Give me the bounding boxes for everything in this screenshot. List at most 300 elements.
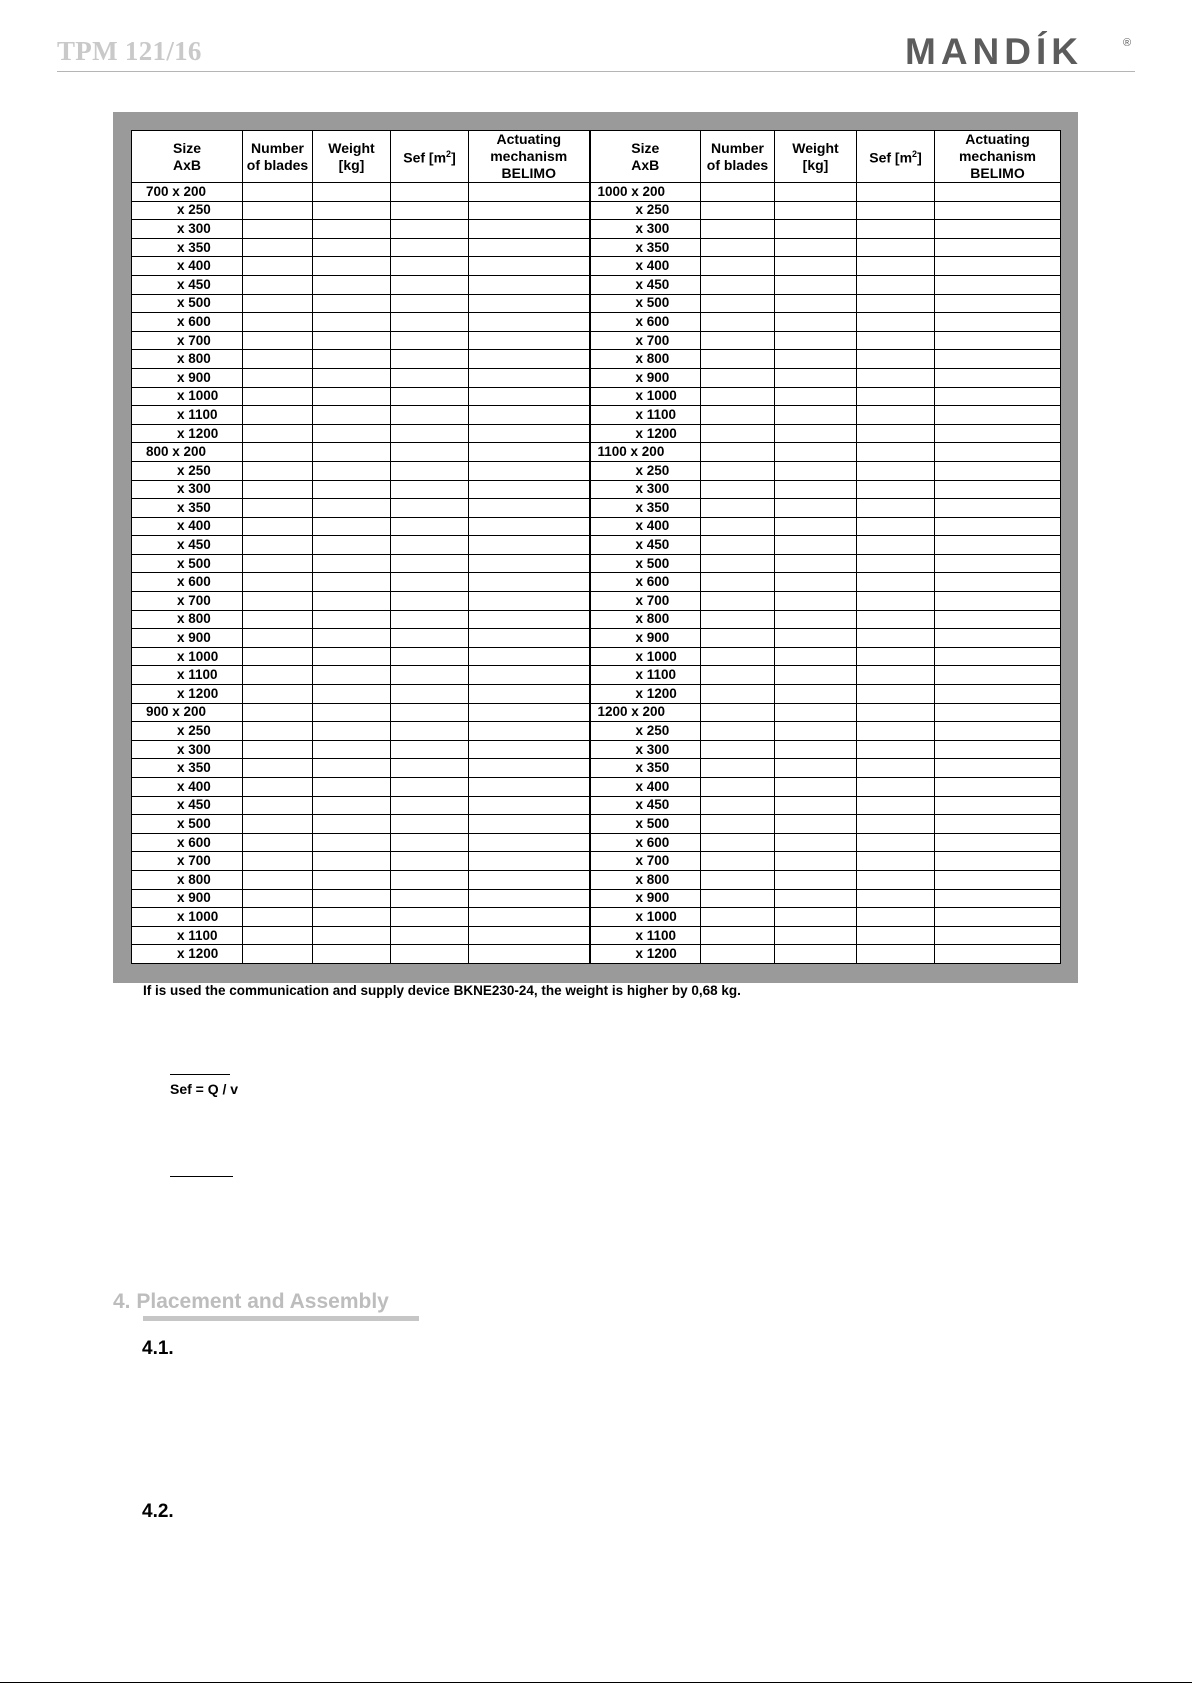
empty-cell xyxy=(935,908,1061,927)
empty-cell xyxy=(391,703,469,722)
size-cell: x 450 xyxy=(590,275,701,294)
empty-cell xyxy=(391,870,469,889)
size-cell: x 1100 xyxy=(132,926,243,945)
empty-cell xyxy=(857,647,935,666)
empty-cell xyxy=(313,350,391,369)
size-cell: x 500 xyxy=(590,554,701,573)
empty-cell xyxy=(313,945,391,964)
empty-cell xyxy=(857,443,935,462)
sef-formula: Sef = Q / v xyxy=(170,1081,239,1097)
empty-cell xyxy=(935,368,1061,387)
empty-cell xyxy=(469,536,590,555)
empty-cell xyxy=(391,368,469,387)
empty-cell xyxy=(313,870,391,889)
empty-cell xyxy=(935,815,1061,834)
size-cell: x 600 xyxy=(590,313,701,332)
table-row xyxy=(132,331,1061,350)
empty-cell xyxy=(313,852,391,871)
empty-cell xyxy=(469,852,590,871)
empty-cell xyxy=(935,610,1061,629)
empty-cell xyxy=(701,368,775,387)
empty-cell xyxy=(391,666,469,685)
table-row xyxy=(132,629,1061,648)
empty-cell xyxy=(313,331,391,350)
table-row xyxy=(132,908,1061,927)
empty-cell xyxy=(935,703,1061,722)
size-cell: x 250 xyxy=(132,461,243,480)
empty-cell xyxy=(469,480,590,499)
empty-cell xyxy=(313,499,391,518)
empty-cell xyxy=(243,703,313,722)
table-row xyxy=(132,852,1061,871)
size-cell: x 250 xyxy=(132,201,243,220)
empty-cell xyxy=(775,778,857,797)
empty-cell xyxy=(391,908,469,927)
empty-cell xyxy=(935,201,1061,220)
header-actuating: Actuating mechanism BELIMO xyxy=(469,131,590,183)
empty-cell xyxy=(701,945,775,964)
empty-cell xyxy=(701,573,775,592)
empty-cell xyxy=(243,257,313,276)
empty-cell xyxy=(313,796,391,815)
empty-cell xyxy=(243,554,313,573)
svg-text:®: ® xyxy=(1123,37,1132,49)
empty-cell xyxy=(935,666,1061,685)
size-cell: x 1000 xyxy=(132,908,243,927)
table-row xyxy=(132,238,1061,257)
table-row xyxy=(132,926,1061,945)
empty-cell xyxy=(701,926,775,945)
table-row xyxy=(132,722,1061,741)
empty-cell xyxy=(775,406,857,425)
empty-cell xyxy=(701,852,775,871)
table-row xyxy=(132,220,1061,239)
empty-cell xyxy=(391,610,469,629)
table-row xyxy=(132,759,1061,778)
empty-cell xyxy=(857,387,935,406)
empty-cell xyxy=(775,480,857,499)
empty-cell xyxy=(775,592,857,611)
table-row xyxy=(132,573,1061,592)
empty-cell xyxy=(701,759,775,778)
empty-cell xyxy=(935,294,1061,313)
empty-cell xyxy=(391,406,469,425)
empty-cell xyxy=(469,238,590,257)
empty-cell xyxy=(701,461,775,480)
empty-cell xyxy=(391,201,469,220)
table-row xyxy=(132,517,1061,536)
empty-cell xyxy=(243,592,313,611)
empty-cell xyxy=(469,647,590,666)
empty-cell xyxy=(857,592,935,611)
empty-cell xyxy=(469,610,590,629)
size-cell: x 500 xyxy=(132,554,243,573)
empty-cell xyxy=(469,424,590,443)
empty-cell xyxy=(469,294,590,313)
empty-cell xyxy=(243,350,313,369)
empty-cell xyxy=(313,889,391,908)
size-cell: x 300 xyxy=(132,220,243,239)
empty-cell xyxy=(469,183,590,202)
size-cell: x 250 xyxy=(590,201,701,220)
size-cell: x 450 xyxy=(132,796,243,815)
empty-cell xyxy=(243,183,313,202)
empty-cell xyxy=(391,592,469,611)
empty-cell xyxy=(469,313,590,332)
empty-cell xyxy=(775,722,857,741)
mandik-logo xyxy=(905,30,1135,70)
empty-cell xyxy=(775,610,857,629)
empty-cell xyxy=(243,499,313,518)
size-cell: x 450 xyxy=(132,275,243,294)
empty-cell xyxy=(243,926,313,945)
empty-cell xyxy=(935,685,1061,704)
size-cell: x 300 xyxy=(132,480,243,499)
empty-cell xyxy=(857,908,935,927)
header-weight: Weight [kg] xyxy=(313,131,391,183)
empty-cell xyxy=(935,480,1061,499)
empty-cell xyxy=(391,443,469,462)
empty-cell xyxy=(391,480,469,499)
empty-cell xyxy=(391,945,469,964)
empty-cell xyxy=(857,368,935,387)
size-cell: x 700 xyxy=(590,331,701,350)
empty-cell xyxy=(243,536,313,555)
size-cell: x 800 xyxy=(132,350,243,369)
table-row xyxy=(132,889,1061,908)
empty-cell xyxy=(701,647,775,666)
empty-cell xyxy=(391,833,469,852)
empty-cell xyxy=(391,387,469,406)
header-blades: Number of blades xyxy=(243,131,313,183)
empty-cell xyxy=(935,740,1061,759)
table-row xyxy=(132,647,1061,666)
empty-cell xyxy=(935,331,1061,350)
empty-cell xyxy=(391,536,469,555)
empty-cell xyxy=(935,517,1061,536)
empty-cell xyxy=(857,461,935,480)
table-row xyxy=(132,368,1061,387)
table-header-row xyxy=(132,131,1061,183)
size-cell: x 350 xyxy=(590,499,701,518)
empty-cell xyxy=(857,703,935,722)
empty-cell xyxy=(313,554,391,573)
empty-cell xyxy=(935,759,1061,778)
empty-cell xyxy=(775,833,857,852)
document-code: TPM 121/16 xyxy=(57,36,202,66)
empty-cell xyxy=(243,424,313,443)
header-sef: Sef $[m^2]$ xyxy=(857,131,935,183)
empty-cell xyxy=(313,759,391,778)
size-cell: x 700 xyxy=(590,592,701,611)
table-row xyxy=(132,461,1061,480)
section-rule xyxy=(170,1176,233,1177)
empty-cell xyxy=(701,796,775,815)
size-cell: x 600 xyxy=(590,573,701,592)
empty-cell xyxy=(391,238,469,257)
size-cell: x 1000 xyxy=(132,387,243,406)
size-cell: x 250 xyxy=(132,722,243,741)
empty-cell xyxy=(857,722,935,741)
empty-cell xyxy=(243,889,313,908)
empty-cell xyxy=(935,592,1061,611)
empty-cell xyxy=(775,257,857,276)
empty-cell xyxy=(857,406,935,425)
size-cell: x 400 xyxy=(590,257,701,276)
table-row xyxy=(132,257,1061,276)
empty-cell xyxy=(313,517,391,536)
empty-cell xyxy=(935,554,1061,573)
empty-cell xyxy=(857,331,935,350)
formula-rule xyxy=(170,1074,230,1075)
empty-cell xyxy=(775,313,857,332)
empty-cell xyxy=(391,424,469,443)
empty-cell xyxy=(313,815,391,834)
empty-cell xyxy=(313,313,391,332)
empty-cell xyxy=(701,592,775,611)
size-cell: x 500 xyxy=(590,294,701,313)
size-cell: x 350 xyxy=(590,238,701,257)
header-sef: Sef $[m^2]$ xyxy=(391,131,469,183)
table-row xyxy=(132,275,1061,294)
table-row xyxy=(132,870,1061,889)
empty-cell xyxy=(313,424,391,443)
empty-cell xyxy=(935,926,1061,945)
empty-cell xyxy=(935,870,1061,889)
empty-cell xyxy=(391,350,469,369)
empty-cell xyxy=(857,759,935,778)
empty-cell xyxy=(935,573,1061,592)
empty-cell xyxy=(313,908,391,927)
empty-cell xyxy=(469,443,590,462)
empty-cell xyxy=(243,870,313,889)
header-weight: Weight [kg] xyxy=(775,131,857,183)
empty-cell xyxy=(469,350,590,369)
size-cell: x 600 xyxy=(132,573,243,592)
section-heading: 4. Placement and Assembly xyxy=(113,1290,389,1313)
size-cell: x 250 xyxy=(590,722,701,741)
empty-cell xyxy=(313,740,391,759)
size-cell: x 1200 xyxy=(132,685,243,704)
empty-cell xyxy=(313,461,391,480)
size-cell: x 800 xyxy=(590,610,701,629)
empty-cell xyxy=(391,685,469,704)
table-row xyxy=(132,592,1061,611)
size-cell: x 900 xyxy=(590,629,701,648)
empty-cell xyxy=(391,573,469,592)
size-cell: x 400 xyxy=(132,517,243,536)
empty-cell xyxy=(469,554,590,573)
size-cell: x 1000 xyxy=(590,908,701,927)
empty-cell xyxy=(701,908,775,927)
footer-divider xyxy=(0,1682,1192,1683)
empty-cell xyxy=(935,424,1061,443)
empty-cell xyxy=(701,517,775,536)
empty-cell xyxy=(857,201,935,220)
table-body xyxy=(132,183,1061,964)
empty-cell xyxy=(775,183,857,202)
table-row xyxy=(132,443,1061,462)
empty-cell xyxy=(857,183,935,202)
table-row xyxy=(132,406,1061,425)
size-cell: x 800 xyxy=(132,870,243,889)
empty-cell xyxy=(243,610,313,629)
empty-cell xyxy=(243,778,313,797)
empty-cell xyxy=(701,201,775,220)
size-cell: x 700 xyxy=(590,852,701,871)
empty-cell xyxy=(391,313,469,332)
size-cell: x 700 xyxy=(132,852,243,871)
empty-cell xyxy=(857,815,935,834)
empty-cell xyxy=(775,331,857,350)
empty-cell xyxy=(857,424,935,443)
empty-cell xyxy=(701,350,775,369)
empty-cell xyxy=(391,759,469,778)
empty-cell xyxy=(469,703,590,722)
empty-cell xyxy=(469,573,590,592)
empty-cell xyxy=(857,833,935,852)
empty-cell xyxy=(243,740,313,759)
size-cell: x 450 xyxy=(590,796,701,815)
size-cell: x 450 xyxy=(132,536,243,555)
empty-cell xyxy=(935,387,1061,406)
empty-cell xyxy=(469,926,590,945)
empty-cell xyxy=(935,833,1061,852)
empty-cell xyxy=(313,722,391,741)
empty-cell xyxy=(935,852,1061,871)
empty-cell xyxy=(775,647,857,666)
empty-cell xyxy=(775,666,857,685)
empty-cell xyxy=(857,870,935,889)
empty-cell xyxy=(775,387,857,406)
size-cell: x 1200 xyxy=(590,685,701,704)
empty-cell xyxy=(313,406,391,425)
empty-cell xyxy=(243,573,313,592)
empty-cell xyxy=(243,220,313,239)
size-table xyxy=(131,130,1061,964)
empty-cell xyxy=(469,406,590,425)
header-size: Size AxB xyxy=(590,131,701,183)
empty-cell xyxy=(701,313,775,332)
table-row xyxy=(132,610,1061,629)
table-row xyxy=(132,387,1061,406)
empty-cell xyxy=(243,313,313,332)
empty-cell xyxy=(313,629,391,648)
empty-cell xyxy=(775,201,857,220)
empty-cell xyxy=(775,852,857,871)
empty-cell xyxy=(857,629,935,648)
empty-cell xyxy=(701,424,775,443)
size-cell: 1000 x 200 xyxy=(590,183,701,202)
empty-cell xyxy=(469,257,590,276)
header-size: Size AxB xyxy=(132,131,243,183)
table-row xyxy=(132,313,1061,332)
empty-cell xyxy=(701,257,775,276)
table-row xyxy=(132,424,1061,443)
empty-cell xyxy=(313,220,391,239)
empty-cell xyxy=(857,666,935,685)
empty-cell xyxy=(857,517,935,536)
empty-cell xyxy=(469,387,590,406)
empty-cell xyxy=(701,889,775,908)
size-cell: x 1100 xyxy=(590,926,701,945)
empty-cell xyxy=(935,778,1061,797)
empty-cell xyxy=(469,759,590,778)
empty-cell xyxy=(775,889,857,908)
empty-cell xyxy=(313,387,391,406)
empty-cell xyxy=(935,647,1061,666)
size-cell: x 350 xyxy=(132,759,243,778)
empty-cell xyxy=(391,815,469,834)
empty-cell xyxy=(701,536,775,555)
empty-cell xyxy=(313,536,391,555)
empty-cell xyxy=(313,778,391,797)
empty-cell xyxy=(935,183,1061,202)
empty-cell xyxy=(243,331,313,350)
empty-cell xyxy=(857,499,935,518)
empty-cell xyxy=(469,220,590,239)
empty-cell xyxy=(701,443,775,462)
table-row xyxy=(132,536,1061,555)
empty-cell xyxy=(243,406,313,425)
empty-cell xyxy=(857,945,935,964)
empty-cell xyxy=(313,666,391,685)
empty-cell xyxy=(469,685,590,704)
empty-cell xyxy=(857,740,935,759)
empty-cell xyxy=(775,926,857,945)
empty-cell xyxy=(775,517,857,536)
empty-cell xyxy=(469,592,590,611)
empty-cell xyxy=(935,238,1061,257)
weight-note: If is used the communication and supply device BKNE230-24, the weight is higher by 0,68 kg. xyxy=(143,983,741,998)
empty-cell xyxy=(391,629,469,648)
size-cell: x 400 xyxy=(590,778,701,797)
empty-cell xyxy=(775,908,857,927)
table-row xyxy=(132,778,1061,797)
size-cell: 1100 x 200 xyxy=(590,443,701,462)
size-cell: x 600 xyxy=(132,833,243,852)
empty-cell xyxy=(469,889,590,908)
empty-cell xyxy=(313,833,391,852)
empty-cell xyxy=(935,499,1061,518)
empty-cell xyxy=(935,945,1061,964)
empty-cell xyxy=(391,778,469,797)
empty-cell xyxy=(701,480,775,499)
table-row xyxy=(132,815,1061,834)
empty-cell xyxy=(935,796,1061,815)
empty-cell xyxy=(243,908,313,927)
empty-cell xyxy=(391,554,469,573)
empty-cell xyxy=(935,313,1061,332)
empty-cell xyxy=(391,647,469,666)
empty-cell xyxy=(313,294,391,313)
size-cell: x 900 xyxy=(132,368,243,387)
size-cell: x 350 xyxy=(132,499,243,518)
empty-cell xyxy=(775,685,857,704)
empty-cell xyxy=(857,852,935,871)
empty-cell xyxy=(243,387,313,406)
empty-cell xyxy=(243,294,313,313)
size-cell: x 1000 xyxy=(132,647,243,666)
size-cell: x 700 xyxy=(132,592,243,611)
empty-cell xyxy=(243,796,313,815)
empty-cell xyxy=(935,722,1061,741)
size-cell: x 1200 xyxy=(132,945,243,964)
empty-cell xyxy=(701,275,775,294)
empty-cell xyxy=(701,703,775,722)
table-row xyxy=(132,183,1061,202)
empty-cell xyxy=(469,368,590,387)
